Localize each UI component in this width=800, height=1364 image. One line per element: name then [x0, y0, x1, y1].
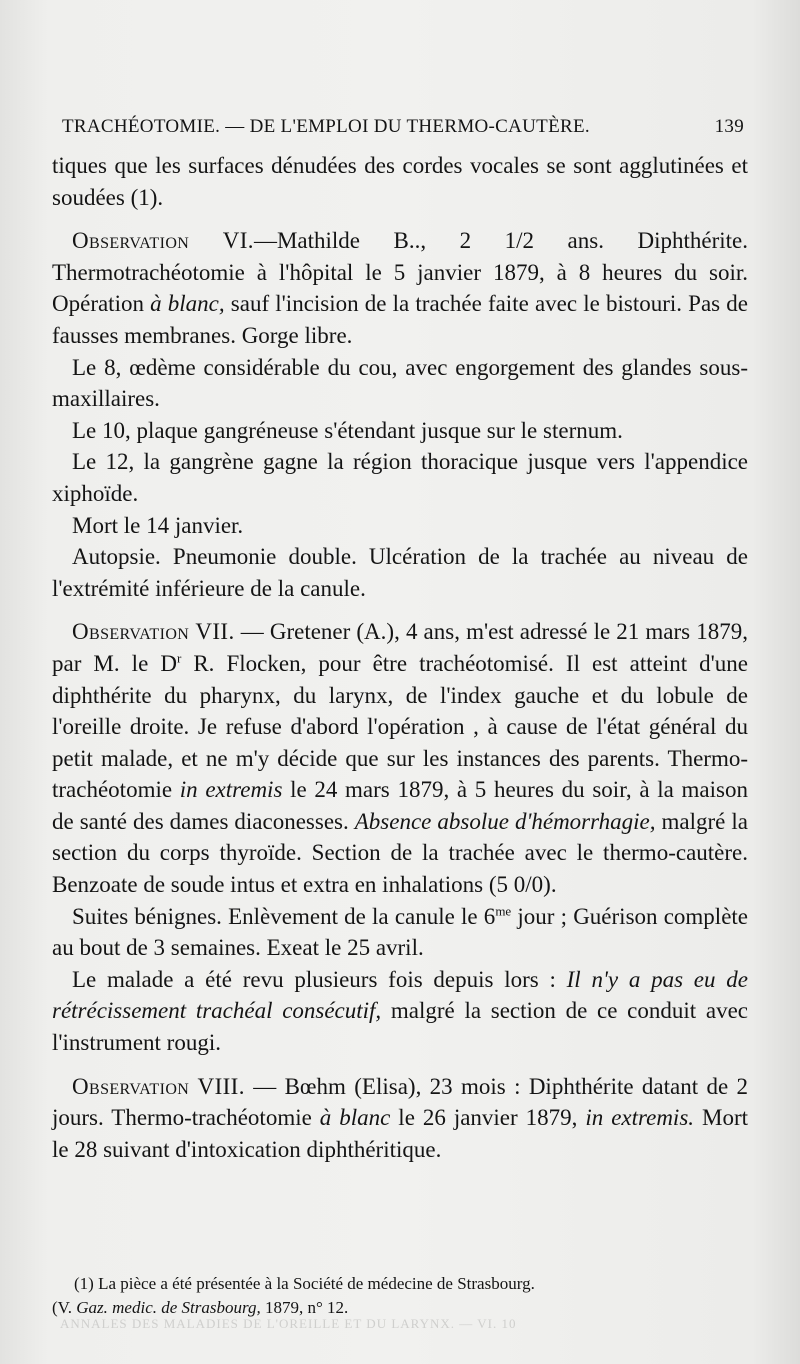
- observation-label: Observation VI.: [72, 228, 254, 254]
- observation-label: Observation VIII.: [72, 1073, 245, 1099]
- observation-vi: Observation VI.—Mathilde B.., 2 1/2 ans. Diphthérite. Thermotrachéotomie à l'hôpital le 5 janvier 1879, à 8 heures du soir. Opération à blanc, sauf l'incision de la trachée faite avec le bistouri. Pas de fausses membranes. Gorge libre.: [52, 228, 748, 348]
- paragraph-suites: Suites bénignes. Enlèvement de la canule le $6^{me}$ jour ; Guérison complète au bout de 3 semaines. Exeat le 25 avril.: [52, 903, 748, 961]
- bleed-through-footer: ANNALES DES MALADIES DE L'OREILLE ET DU LARYNX. — VI. 10: [60, 1316, 517, 1331]
- observation-viii: Observation VIII. — Bœhm (Elisa), 23 mois : Diphthérite datant de 2 jours. Thermo-trachéotomie à blanc le 26 janvier 1879, in extremis. Mort le 28 suivant d'intoxication diphthéritique.: [52, 1073, 749, 1162]
- body-text: [52, 150, 748, 1165]
- paragraph-continuation: tiques que les surfaces dénudées des cordes vocales se sont agglutinées et soudées (1).: [52, 153, 748, 210]
- footnote-1-reference: (V. Gaz. medic. de Strasbourg, 1879, n° 12.: [52, 1298, 349, 1317]
- footnote-1: (1) La pièce a été présentée à la Société de médecine de Strasbourg.: [74, 1274, 535, 1293]
- running-header: [62, 116, 744, 138]
- paragraph-mort: Mort le 14 janvier.: [72, 512, 244, 538]
- observation-vii: Observation VII. — Gretener (A.), 4 ans, m'est adressé le 21 mars 1879, par M. le $D^r$ R. Flocken, pour être trachéotomisé. Il est atteint d'une diphthérite du pharynx, du larynx, de l'index gauche et du lobule de l'oreille droite. Je refuse d'abord l'opération , à cause de l'état général du petit malade, et ne m'y décide que sur les instances des parents. Thermo-trachéotomie in extremis le 24 mars 1879, à 5 heures du soir, à la maison de santé des dames diaconesses. Absence absolue d'hémorrhagie, malgré la section du corps thyroïde. Section de la trachée avec le thermo-cautère. Benzoate de soude intus et extra en inhalations (5 0/0).: [52, 619, 748, 898]
- running-title: TRACHÉOTOMIE. — DE L'EMPLOI DU THERMO-CAUTÈRE.: [62, 116, 590, 137]
- paragraph-revu: Le malade a été revu plusieurs fois depuis lors : Il n'y a pas eu de rétrécissement trachéal consécutif, malgré la section de ce conduit avec l'instrument rougi.: [52, 966, 748, 1056]
- footnotes: [52, 1272, 752, 1320]
- paragraph-le8: Le 8, œdème considérable du cou, avec engorgement des glandes sous-maxillaires.: [52, 354, 748, 412]
- page-number: 139: [714, 116, 744, 137]
- paragraph-le12: Le 12, la gangrène gagne la région thoracique jusque vers l'appendice xiphoïde.: [52, 449, 748, 506]
- observation-label: Observation VII.: [72, 619, 235, 645]
- paragraph-autopsie: Autopsie. Pneumonie double. Ulcération de la trachée au niveau de l'extrémité inférieure de la canule.: [52, 544, 748, 601]
- paragraph-le10: Le 10, plaque gangréneuse s'étendant jusque sur le sternum.: [72, 417, 623, 443]
